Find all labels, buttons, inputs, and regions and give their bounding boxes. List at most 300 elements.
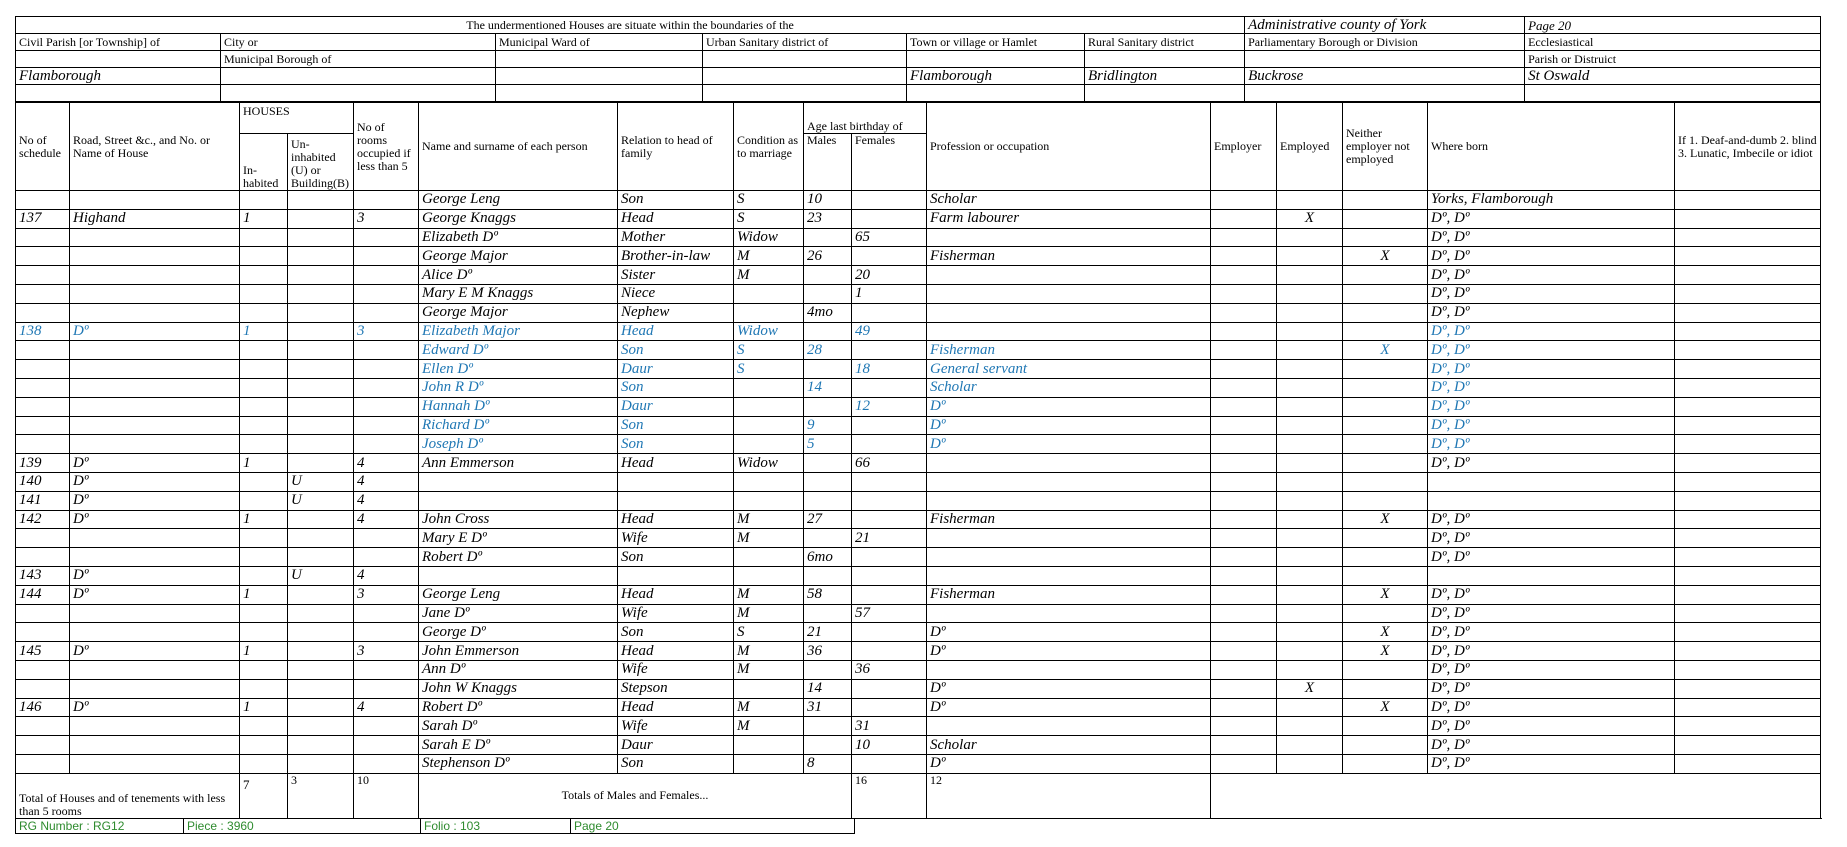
table-row xyxy=(16,698,1821,717)
cell-females xyxy=(852,548,927,567)
cell-employer xyxy=(1211,322,1277,341)
cell-where-born: Dº, Dº xyxy=(1428,754,1675,773)
header-blank xyxy=(496,51,703,68)
cell-name: John Emmerson xyxy=(419,642,618,661)
cell-uninhabited xyxy=(288,454,354,473)
cell-males xyxy=(804,397,852,416)
table-row xyxy=(16,604,1821,623)
cell-employed xyxy=(1277,623,1343,642)
cell-infirmity xyxy=(1675,717,1821,736)
cell-where-born: Dº, Dº xyxy=(1428,397,1675,416)
cell-inhabited: 1 xyxy=(240,585,288,604)
cell-females: 10 xyxy=(852,736,927,755)
cell-occupation: Dº xyxy=(927,397,1211,416)
cell-schedule xyxy=(16,360,70,379)
cell-occupation: Dº xyxy=(927,754,1211,773)
cell-condition: M xyxy=(734,604,804,623)
cell-employed xyxy=(1277,416,1343,435)
cell-name: Jane Dº xyxy=(419,604,618,623)
col-females: Females xyxy=(852,134,927,191)
col-inhabited: In- habited xyxy=(240,134,288,191)
cell-road xyxy=(70,736,240,755)
cell-uninhabited xyxy=(288,266,354,285)
cell-schedule: 143 xyxy=(16,566,70,585)
header-blank xyxy=(16,51,221,68)
cell-females xyxy=(852,247,927,266)
cell-relation: Mother xyxy=(618,228,734,247)
cell-employer xyxy=(1211,623,1277,642)
cell-inhabited xyxy=(240,472,288,491)
cell-name: John W Knaggs xyxy=(419,679,618,698)
cell-occupation xyxy=(927,228,1211,247)
cell-males: 27 xyxy=(804,510,852,529)
cell-uninhabited xyxy=(288,717,354,736)
cell-neither xyxy=(1343,322,1428,341)
cell-males xyxy=(804,736,852,755)
cell-infirmity xyxy=(1675,736,1821,755)
cell-employer xyxy=(1211,228,1277,247)
county-name: Administrative county of York xyxy=(1248,16,1427,33)
table-row xyxy=(16,416,1821,435)
cell-males: 36 xyxy=(804,642,852,661)
cell-condition: M xyxy=(734,247,804,266)
col-neither: Neither employer not employed xyxy=(1343,103,1428,191)
table-row xyxy=(16,510,1821,529)
cell-rooms xyxy=(354,397,419,416)
cell-relation: Nephew xyxy=(618,303,734,322)
cell-where-born: Dº, Dº xyxy=(1428,698,1675,717)
cell-employer xyxy=(1211,247,1277,266)
cell-inhabited xyxy=(240,378,288,397)
cell-males: 21 xyxy=(804,623,852,642)
reference-footer xyxy=(15,818,855,834)
cell-rooms xyxy=(354,360,419,379)
cell-neither xyxy=(1343,454,1428,473)
table-row xyxy=(16,491,1821,510)
table-row xyxy=(16,322,1821,341)
cell-road xyxy=(70,360,240,379)
cell-females xyxy=(852,623,927,642)
cell-name: Robert Dº xyxy=(419,698,618,717)
cell-where-born: Dº, Dº xyxy=(1428,679,1675,698)
cell-employer xyxy=(1211,736,1277,755)
header-blank xyxy=(907,51,1085,68)
cell-inhabited xyxy=(240,284,288,303)
cell-employer xyxy=(1211,679,1277,698)
cell-uninhabited xyxy=(288,623,354,642)
cell-rooms xyxy=(354,378,419,397)
cell-males: 9 xyxy=(804,416,852,435)
cell-neither xyxy=(1343,228,1428,247)
cell-males xyxy=(804,266,852,285)
cell-employer xyxy=(1211,435,1277,454)
cell-employer xyxy=(1211,341,1277,360)
cell-uninhabited xyxy=(288,698,354,717)
cell-employer xyxy=(1211,548,1277,567)
cell-schedule: 144 xyxy=(16,585,70,604)
cell-schedule xyxy=(16,228,70,247)
cell-condition xyxy=(734,491,804,510)
cell-condition xyxy=(734,303,804,322)
cell-where-born xyxy=(1428,566,1675,585)
table-row xyxy=(16,378,1821,397)
cell-employer xyxy=(1211,397,1277,416)
cell-males: 58 xyxy=(804,585,852,604)
cell-neither: X xyxy=(1343,642,1428,661)
cell-females: 57 xyxy=(852,604,927,623)
cell-occupation: Dº xyxy=(927,698,1211,717)
totals-section xyxy=(16,773,1821,818)
cell-infirmity xyxy=(1675,397,1821,416)
cell-males: 14 xyxy=(804,679,852,698)
cell-road xyxy=(70,623,240,642)
town-village-label: Town or village or Hamlet xyxy=(907,34,1085,51)
cell-name: Elizabeth Dº xyxy=(419,228,618,247)
cell-infirmity xyxy=(1675,566,1821,585)
cell-occupation xyxy=(927,322,1211,341)
cell-neither xyxy=(1343,491,1428,510)
cell-road xyxy=(70,660,240,679)
header-blank xyxy=(1245,51,1525,68)
cell-name: Sarah Dº xyxy=(419,717,618,736)
table-row xyxy=(16,360,1821,379)
cell-females xyxy=(852,378,927,397)
civil-parish-label: Civil Parish [or Township] of xyxy=(16,34,221,51)
cell-schedule xyxy=(16,378,70,397)
cell-name: George Leng xyxy=(419,191,618,210)
cell-inhabited xyxy=(240,191,288,210)
cell-males xyxy=(804,491,852,510)
cell-infirmity xyxy=(1675,491,1821,510)
cell-employer xyxy=(1211,454,1277,473)
cell-males: 10 xyxy=(804,191,852,210)
cell-males: 5 xyxy=(804,435,852,454)
table-row xyxy=(16,642,1821,661)
cell-rooms xyxy=(354,604,419,623)
cell-where-born: Dº, Dº xyxy=(1428,529,1675,548)
cell-females xyxy=(852,566,927,585)
cell-uninhabited xyxy=(288,642,354,661)
cell-name: John R Dº xyxy=(419,378,618,397)
cell-where-born: Dº, Dº xyxy=(1428,736,1675,755)
cell-employed xyxy=(1277,454,1343,473)
cell-males: 28 xyxy=(804,341,852,360)
cell-schedule: 140 xyxy=(16,472,70,491)
cell-relation: Head xyxy=(618,585,734,604)
cell-condition xyxy=(734,397,804,416)
cell-females: 31 xyxy=(852,717,927,736)
cell-road xyxy=(70,717,240,736)
cell-uninhabited xyxy=(288,736,354,755)
table-row xyxy=(16,585,1821,604)
cell-females xyxy=(852,698,927,717)
cell-relation: Son xyxy=(618,341,734,360)
cell-infirmity xyxy=(1675,228,1821,247)
cell-schedule xyxy=(16,548,70,567)
cell-relation: Son xyxy=(618,416,734,435)
cell-relation: Son xyxy=(618,191,734,210)
cell-inhabited xyxy=(240,303,288,322)
cell-relation: Son xyxy=(618,378,734,397)
cell-uninhabited: U xyxy=(288,472,354,491)
cell-inhabited xyxy=(240,360,288,379)
header-blank xyxy=(907,85,1085,102)
cell-name: Elizabeth Major xyxy=(419,322,618,341)
cell-neither xyxy=(1343,548,1428,567)
cell-employer xyxy=(1211,360,1277,379)
cell-condition: Widow xyxy=(734,228,804,247)
cell-occupation: Fisherman xyxy=(927,585,1211,604)
cell-infirmity xyxy=(1675,191,1821,210)
cell-uninhabited xyxy=(288,191,354,210)
totals-houses-label: Total of Houses and of tenements with less than 5 rooms xyxy=(16,773,240,818)
cell-condition: S xyxy=(734,623,804,642)
cell-neither xyxy=(1343,416,1428,435)
table-row xyxy=(16,191,1821,210)
cell-occupation xyxy=(927,284,1211,303)
municipal-ward-label: Municipal Ward of xyxy=(496,34,703,51)
cell-employer xyxy=(1211,642,1277,661)
ecclesiastical-label: Ecclesiastical xyxy=(1525,34,1821,51)
cell-males xyxy=(804,228,852,247)
cell-rooms xyxy=(354,548,419,567)
cell-employed xyxy=(1277,284,1343,303)
cell-inhabited xyxy=(240,228,288,247)
cell-condition: M xyxy=(734,585,804,604)
cell-relation: Son xyxy=(618,623,734,642)
cell-schedule xyxy=(16,303,70,322)
cell-relation: Niece xyxy=(618,284,734,303)
cell-males xyxy=(804,529,852,548)
cell-where-born: Dº, Dº xyxy=(1428,228,1675,247)
city-value xyxy=(221,68,496,85)
cell-where-born: Dº, Dº xyxy=(1428,454,1675,473)
cell-occupation xyxy=(927,454,1211,473)
cell-road xyxy=(70,604,240,623)
cell-where-born: Dº, Dº xyxy=(1428,548,1675,567)
city-label: City or xyxy=(221,34,496,51)
col-employer: Employer xyxy=(1211,103,1277,191)
cell-infirmity xyxy=(1675,416,1821,435)
cell-condition xyxy=(734,378,804,397)
header-title: The undermentioned Houses are situate within the boundaries of the xyxy=(466,17,794,32)
cell-males xyxy=(804,604,852,623)
col-infirmity: If 1. Deaf-and-dumb 2. blind 3. Lunatic, Imbecile or idiot xyxy=(1675,103,1821,191)
cell-road xyxy=(70,284,240,303)
footer-page: Page 20 xyxy=(571,819,855,834)
cell-infirmity xyxy=(1675,548,1821,567)
cell-neither xyxy=(1343,604,1428,623)
cell-occupation: Dº xyxy=(927,623,1211,642)
cell-condition xyxy=(734,754,804,773)
cell-employed xyxy=(1277,566,1343,585)
cell-rooms: 4 xyxy=(354,566,419,585)
cell-infirmity xyxy=(1675,341,1821,360)
cell-rooms xyxy=(354,247,419,266)
cell-employed xyxy=(1277,435,1343,454)
cell-schedule: 146 xyxy=(16,698,70,717)
county-cell xyxy=(1245,17,1525,34)
cell-name: Ann Dº xyxy=(419,660,618,679)
cell-neither xyxy=(1343,566,1428,585)
cell-where-born: Dº, Dº xyxy=(1428,435,1675,454)
cell-neither xyxy=(1343,360,1428,379)
cell-schedule: 138 xyxy=(16,322,70,341)
cell-relation: Head xyxy=(618,642,734,661)
cell-employer xyxy=(1211,566,1277,585)
cell-relation: Daur xyxy=(618,360,734,379)
cell-name: George Leng xyxy=(419,585,618,604)
cell-schedule xyxy=(16,341,70,360)
page-number: Page 20 xyxy=(1528,17,1572,33)
cell-occupation: Dº xyxy=(927,416,1211,435)
totals-inhabited: 7 xyxy=(240,773,288,818)
cell-employed xyxy=(1277,604,1343,623)
cell-where-born: Dº, Dº xyxy=(1428,360,1675,379)
header-blank xyxy=(703,51,907,68)
table-row xyxy=(16,566,1821,585)
cell-occupation xyxy=(927,717,1211,736)
table-row xyxy=(16,247,1821,266)
cell-employed xyxy=(1277,322,1343,341)
table-row xyxy=(16,754,1821,773)
town-village-value: Flamborough xyxy=(907,68,1085,85)
table-row xyxy=(16,341,1821,360)
cell-infirmity xyxy=(1675,660,1821,679)
cell-employed xyxy=(1277,341,1343,360)
cell-relation: Son xyxy=(618,548,734,567)
cell-uninhabited xyxy=(288,397,354,416)
cell-uninhabited: U xyxy=(288,491,354,510)
cell-employer xyxy=(1211,378,1277,397)
cell-infirmity xyxy=(1675,360,1821,379)
cell-rooms: 4 xyxy=(354,698,419,717)
cell-name: George Major xyxy=(419,303,618,322)
cell-road xyxy=(70,548,240,567)
cell-road: Dº xyxy=(70,454,240,473)
cell-inhabited xyxy=(240,247,288,266)
cell-neither: X xyxy=(1343,510,1428,529)
cell-inhabited xyxy=(240,604,288,623)
cell-uninhabited xyxy=(288,378,354,397)
cell-name: George Major xyxy=(419,247,618,266)
cell-inhabited xyxy=(240,529,288,548)
cell-infirmity xyxy=(1675,322,1821,341)
cell-where-born: Yorks, Flamborough xyxy=(1428,191,1675,210)
col-employed: Employed xyxy=(1277,103,1343,191)
cell-schedule xyxy=(16,754,70,773)
header-blank xyxy=(1245,85,1525,102)
cell-name: Mary E Dº xyxy=(419,529,618,548)
parl-borough-value: Buckrose xyxy=(1245,68,1525,85)
cell-condition xyxy=(734,736,804,755)
cell-females: 21 xyxy=(852,529,927,548)
cell-relation xyxy=(618,566,734,585)
cell-occupation xyxy=(927,548,1211,567)
col-males: Males xyxy=(804,134,852,191)
totals-persons-label: Totals of Males and Females... xyxy=(419,773,852,818)
cell-schedule xyxy=(16,604,70,623)
rural-sanitary-value: Bridlington xyxy=(1085,68,1245,85)
cell-relation xyxy=(618,491,734,510)
cell-neither xyxy=(1343,191,1428,210)
table-row xyxy=(16,266,1821,285)
cell-where-born: Dº, Dº xyxy=(1428,284,1675,303)
cell-females xyxy=(852,679,927,698)
cell-rooms: 4 xyxy=(354,472,419,491)
cell-females: 49 xyxy=(852,322,927,341)
cell-infirmity xyxy=(1675,698,1821,717)
cell-relation: Head xyxy=(618,322,734,341)
cell-rooms xyxy=(354,284,419,303)
table-row xyxy=(16,472,1821,491)
cell-where-born: Dº, Dº xyxy=(1428,247,1675,266)
cell-males: 6mo xyxy=(804,548,852,567)
urban-sanitary-label: Urban Sanitary district of xyxy=(703,34,907,51)
cell-rooms: 4 xyxy=(354,510,419,529)
cell-neither xyxy=(1343,472,1428,491)
cell-employed xyxy=(1277,548,1343,567)
cell-uninhabited xyxy=(288,660,354,679)
cell-uninhabited xyxy=(288,585,354,604)
cell-occupation xyxy=(927,472,1211,491)
cell-infirmity xyxy=(1675,754,1821,773)
cell-inhabited: 1 xyxy=(240,322,288,341)
cell-relation: Head xyxy=(618,510,734,529)
cell-schedule: 137 xyxy=(16,209,70,228)
cell-employed xyxy=(1277,491,1343,510)
cell-condition: M xyxy=(734,266,804,285)
cell-neither: X xyxy=(1343,623,1428,642)
cell-condition: S xyxy=(734,341,804,360)
cell-relation: Wife xyxy=(618,717,734,736)
cell-relation: Daur xyxy=(618,736,734,755)
table-row xyxy=(16,454,1821,473)
cell-where-born: Dº, Dº xyxy=(1428,416,1675,435)
cell-employed xyxy=(1277,303,1343,322)
cell-condition: M xyxy=(734,510,804,529)
table-row xyxy=(16,435,1821,454)
cell-occupation: Scholar xyxy=(927,378,1211,397)
cell-uninhabited: U xyxy=(288,566,354,585)
cell-females: 65 xyxy=(852,228,927,247)
cell-neither xyxy=(1343,754,1428,773)
cell-where-born xyxy=(1428,491,1675,510)
cell-employed xyxy=(1277,191,1343,210)
cell-uninhabited xyxy=(288,303,354,322)
cell-where-born: Dº, Dº xyxy=(1428,266,1675,285)
cell-road: Dº xyxy=(70,585,240,604)
col-road: Road, Street &c., and No. or Name of House xyxy=(70,103,240,191)
cell-uninhabited xyxy=(288,247,354,266)
cell-rooms xyxy=(354,191,419,210)
cell-neither: X xyxy=(1343,247,1428,266)
cell-name: Ann Emmerson xyxy=(419,454,618,473)
cell-employed: X xyxy=(1277,209,1343,228)
cell-inhabited xyxy=(240,717,288,736)
census-table xyxy=(15,102,1821,819)
cell-rooms xyxy=(354,228,419,247)
cell-rooms: 3 xyxy=(354,209,419,228)
cell-males xyxy=(804,284,852,303)
cell-name: George Dº xyxy=(419,623,618,642)
cell-males: 8 xyxy=(804,754,852,773)
table-row xyxy=(16,284,1821,303)
cell-neither xyxy=(1343,284,1428,303)
cell-schedule xyxy=(16,435,70,454)
cell-females xyxy=(852,435,927,454)
header-blank xyxy=(1085,85,1245,102)
